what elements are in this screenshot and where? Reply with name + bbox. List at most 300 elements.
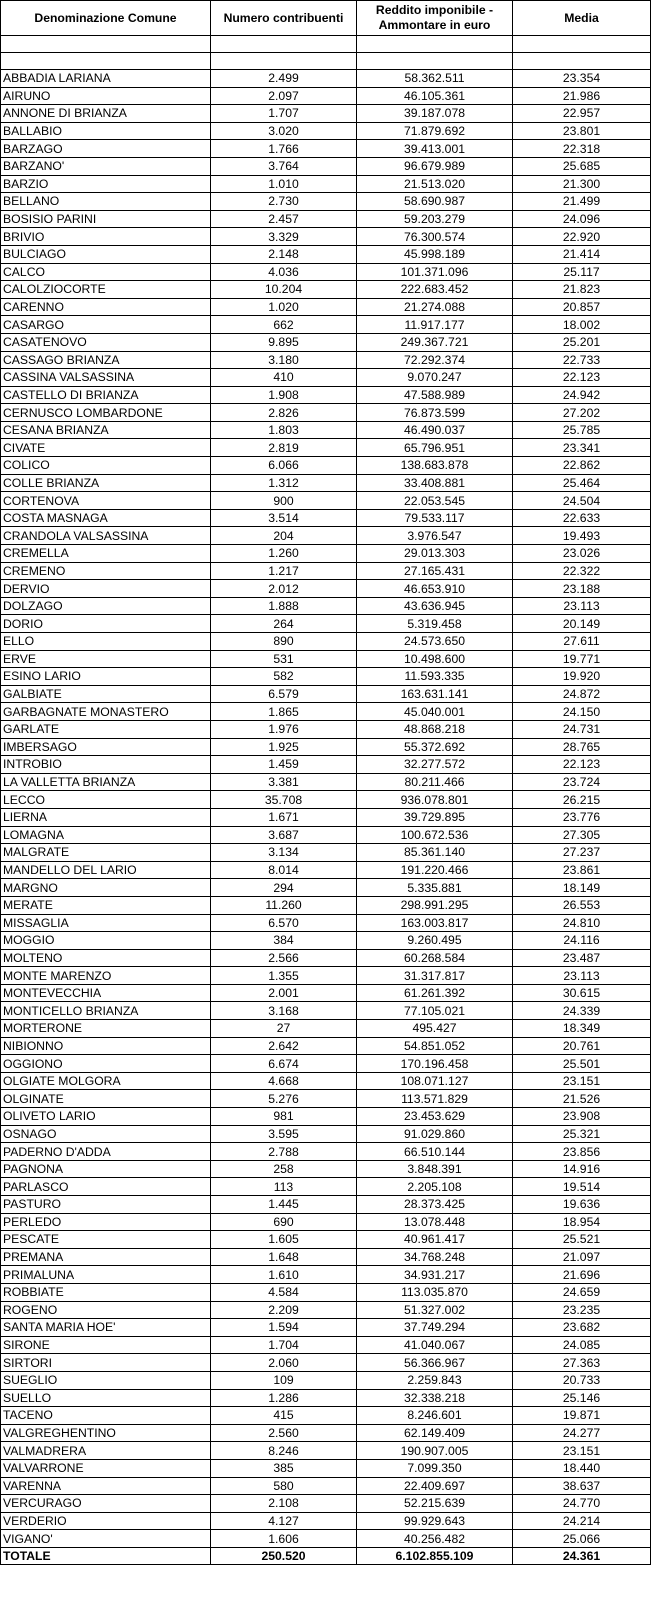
header-media: Media: [513, 1, 651, 36]
cell-media: 24.214: [513, 1512, 651, 1530]
cell-comune: CASSINA VALSASSINA: [1, 369, 211, 387]
cell-contribuenti: 1.976: [211, 720, 357, 738]
cell-reddito: 31.317.817: [357, 967, 513, 985]
cell-comune: VALVARRONE: [1, 1459, 211, 1477]
cell-media: 23.113: [513, 967, 651, 985]
table-row: [1, 140, 651, 158]
table-row: [1, 1266, 651, 1284]
cell-media: 21.986: [513, 87, 651, 105]
cell-media: 21.414: [513, 245, 651, 263]
cell-comune: PERLEDO: [1, 1213, 211, 1231]
cell-contribuenti: 6.570: [211, 914, 357, 932]
cell-comune: PARLASCO: [1, 1178, 211, 1196]
cell-reddito: 54.851.052: [357, 1037, 513, 1055]
cell-comune: BELLANO: [1, 193, 211, 211]
cell-media: 19.920: [513, 668, 651, 686]
cell-reddito: 56.366.967: [357, 1354, 513, 1372]
cell-comune: VERCURAGO: [1, 1495, 211, 1513]
table-row: [1, 87, 651, 105]
cell-contribuenti: 6.674: [211, 1055, 357, 1073]
cell-comune: OLGIATE MOLGORA: [1, 1072, 211, 1090]
table-row: [1, 386, 651, 404]
cell-comune: MALGRATE: [1, 844, 211, 862]
cell-contribuenti: 1.766: [211, 140, 357, 158]
cell-contribuenti: 3.381: [211, 773, 357, 791]
cell-comune: ELLO: [1, 633, 211, 651]
blank-cell: [211, 53, 357, 70]
cell-contribuenti: 9.895: [211, 333, 357, 351]
table-row: [1, 1002, 651, 1020]
cell-reddito: 61.261.392: [357, 984, 513, 1002]
cell-contribuenti: 6.579: [211, 685, 357, 703]
table-row: [1, 1196, 651, 1214]
cell-media: 22.633: [513, 509, 651, 527]
table-row: [1, 738, 651, 756]
cell-contribuenti: 1.925: [211, 738, 357, 756]
total-media: 24.361: [513, 1547, 651, 1564]
cell-comune: LIERNA: [1, 808, 211, 826]
cell-reddito: 71.879.692: [357, 122, 513, 140]
cell-contribuenti: 1.707: [211, 105, 357, 123]
cell-reddito: 47.588.989: [357, 386, 513, 404]
cell-media: 25.501: [513, 1055, 651, 1073]
cell-contribuenti: 1.865: [211, 703, 357, 721]
cell-comune: OGGIONO: [1, 1055, 211, 1073]
cell-contribuenti: 385: [211, 1459, 357, 1477]
cell-reddito: 66.510.144: [357, 1143, 513, 1161]
cell-media: 18.349: [513, 1020, 651, 1038]
cell-media: 22.862: [513, 457, 651, 475]
cell-comune: MONTE MARENZO: [1, 967, 211, 985]
cell-comune: CASATENOVO: [1, 333, 211, 351]
cell-comune: NIBIONNO: [1, 1037, 211, 1055]
cell-contribuenti: 204: [211, 527, 357, 545]
table-row: [1, 1037, 651, 1055]
cell-media: 19.493: [513, 527, 651, 545]
table-row: [1, 1354, 651, 1372]
table-row: [1, 492, 651, 510]
cell-media: 24.942: [513, 386, 651, 404]
cell-reddito: 11.917.177: [357, 316, 513, 334]
cell-contribuenti: 2.826: [211, 404, 357, 422]
table-row: [1, 1495, 651, 1513]
cell-reddito: 46.490.037: [357, 421, 513, 439]
cell-media: 23.113: [513, 597, 651, 615]
table-row: [1, 1424, 651, 1442]
cell-comune: PAGNONA: [1, 1160, 211, 1178]
table-row: [1, 633, 651, 651]
cell-media: 24.150: [513, 703, 651, 721]
cell-media: 23.487: [513, 949, 651, 967]
cell-contribuenti: 264: [211, 615, 357, 633]
table-row: [1, 1477, 651, 1495]
table-row: [1, 1090, 651, 1108]
table-row: [1, 879, 651, 897]
cell-comune: CASTELLO DI BRIANZA: [1, 386, 211, 404]
cell-reddito: 29.013.303: [357, 545, 513, 563]
cell-contribuenti: 531: [211, 650, 357, 668]
cell-contribuenti: 890: [211, 633, 357, 651]
cell-contribuenti: 2.788: [211, 1143, 357, 1161]
cell-contribuenti: 2.642: [211, 1037, 357, 1055]
cell-comune: CARENNO: [1, 298, 211, 316]
table-row: [1, 70, 651, 88]
cell-comune: CERNUSCO LOMBARDONE: [1, 404, 211, 422]
cell-media: 30.615: [513, 984, 651, 1002]
cell-contribuenti: 1.671: [211, 808, 357, 826]
cell-media: 24.339: [513, 1002, 651, 1020]
cell-comune: ROGENO: [1, 1301, 211, 1319]
table-row: [1, 896, 651, 914]
cell-reddito: 37.749.294: [357, 1319, 513, 1337]
cell-comune: COLICO: [1, 457, 211, 475]
table-row: [1, 914, 651, 932]
cell-media: 38.637: [513, 1477, 651, 1495]
cell-media: 18.954: [513, 1213, 651, 1231]
total-reddito: 6.102.855.109: [357, 1547, 513, 1564]
cell-comune: BOSISIO PARINI: [1, 210, 211, 228]
cell-contribuenti: 2.097: [211, 87, 357, 105]
table-row: [1, 668, 651, 686]
cell-media: 23.776: [513, 808, 651, 826]
table-row: [1, 316, 651, 334]
cell-media: 23.341: [513, 439, 651, 457]
cell-media: 23.861: [513, 861, 651, 879]
cell-reddito: 21.513.020: [357, 175, 513, 193]
blank-cell: [1, 36, 211, 53]
table-row: [1, 562, 651, 580]
cell-reddito: 58.362.511: [357, 70, 513, 88]
table-row: [1, 228, 651, 246]
cell-media: 21.696: [513, 1266, 651, 1284]
cell-comune: VALGREGHENTINO: [1, 1424, 211, 1442]
cell-reddito: 77.105.021: [357, 1002, 513, 1020]
cell-comune: MANDELLO DEL LARIO: [1, 861, 211, 879]
cell-media: 24.770: [513, 1495, 651, 1513]
table-row: [1, 210, 651, 228]
table-row: [1, 1371, 651, 1389]
table-row: [1, 773, 651, 791]
cell-contribuenti: 27: [211, 1020, 357, 1038]
cell-media: 24.504: [513, 492, 651, 510]
cell-reddito: 76.873.599: [357, 404, 513, 422]
cell-comune: TACENO: [1, 1407, 211, 1425]
cell-comune: DOLZAGO: [1, 597, 211, 615]
cell-contribuenti: 2.012: [211, 580, 357, 598]
cell-comune: CALCO: [1, 263, 211, 281]
cell-media: 23.235: [513, 1301, 651, 1319]
cell-reddito: 41.040.067: [357, 1336, 513, 1354]
cell-comune: OLGINATE: [1, 1090, 211, 1108]
cell-media: 24.085: [513, 1336, 651, 1354]
cell-contribuenti: 4.127: [211, 1512, 357, 1530]
table-body: [1, 36, 651, 1548]
cell-reddito: 13.078.448: [357, 1213, 513, 1231]
table-row: [1, 421, 651, 439]
cell-media: 27.237: [513, 844, 651, 862]
cell-comune: PESCATE: [1, 1231, 211, 1249]
cell-comune: INTROBIO: [1, 756, 211, 774]
cell-comune: MOLTENO: [1, 949, 211, 967]
cell-reddito: 11.593.335: [357, 668, 513, 686]
cell-reddito: 52.215.639: [357, 1495, 513, 1513]
cell-media: 25.464: [513, 474, 651, 492]
cell-reddito: 32.277.572: [357, 756, 513, 774]
cell-reddito: 91.029.860: [357, 1125, 513, 1143]
cell-contribuenti: 1.312: [211, 474, 357, 492]
cell-comune: LOMAGNA: [1, 826, 211, 844]
cell-media: 25.117: [513, 263, 651, 281]
cell-media: 23.026: [513, 545, 651, 563]
cell-reddito: 34.768.248: [357, 1248, 513, 1266]
cell-reddito: 249.367.721: [357, 333, 513, 351]
table-row: [1, 1213, 651, 1231]
cell-media: 20.857: [513, 298, 651, 316]
table-row: [1, 1283, 651, 1301]
cell-media: 24.096: [513, 210, 651, 228]
cell-reddito: 5.335.881: [357, 879, 513, 897]
table-row: [1, 650, 651, 668]
table-row: [1, 404, 651, 422]
cell-comune: PADERNO D'ADDA: [1, 1143, 211, 1161]
cell-media: 24.731: [513, 720, 651, 738]
table-row: [1, 281, 651, 299]
cell-comune: ERVE: [1, 650, 211, 668]
cell-contribuenti: 113: [211, 1178, 357, 1196]
cell-comune: CREMENO: [1, 562, 211, 580]
cell-media: 22.123: [513, 756, 651, 774]
cell-comune: MERATE: [1, 896, 211, 914]
cell-contribuenti: 384: [211, 932, 357, 950]
cell-media: 23.856: [513, 1143, 651, 1161]
cell-contribuenti: 1.648: [211, 1248, 357, 1266]
cell-reddito: 76.300.574: [357, 228, 513, 246]
cell-media: 21.823: [513, 281, 651, 299]
cell-comune: BALLABIO: [1, 122, 211, 140]
blank-cell: [357, 36, 513, 53]
table-row: [1, 509, 651, 527]
table-row: [1, 1512, 651, 1530]
cell-media: 19.636: [513, 1196, 651, 1214]
cell-media: 23.682: [513, 1319, 651, 1337]
blank-cell: [513, 36, 651, 53]
table-row: [1, 1125, 651, 1143]
blank-cell: [1, 53, 211, 70]
cell-contribuenti: 10.204: [211, 281, 357, 299]
cell-media: 21.097: [513, 1248, 651, 1266]
table-row: [1, 1178, 651, 1196]
table-row: [1, 333, 651, 351]
blank-cell: [357, 53, 513, 70]
cell-contribuenti: 1.605: [211, 1231, 357, 1249]
cell-reddito: 55.372.692: [357, 738, 513, 756]
cell-contribuenti: 690: [211, 1213, 357, 1231]
table-row: [1, 157, 651, 175]
cell-media: 18.002: [513, 316, 651, 334]
table-row: [1, 861, 651, 879]
cell-contribuenti: 981: [211, 1108, 357, 1126]
cell-reddito: 23.453.629: [357, 1108, 513, 1126]
cell-media: 24.810: [513, 914, 651, 932]
cell-media: 25.521: [513, 1231, 651, 1249]
cell-contribuenti: 1.594: [211, 1319, 357, 1337]
cell-media: 21.499: [513, 193, 651, 211]
cell-contribuenti: 1.445: [211, 1196, 357, 1214]
cell-comune: BARZIO: [1, 175, 211, 193]
cell-comune: OLIVETO LARIO: [1, 1108, 211, 1126]
cell-contribuenti: 582: [211, 668, 357, 686]
table-row: [1, 1301, 651, 1319]
cell-media: 14.916: [513, 1160, 651, 1178]
cell-reddito: 32.338.218: [357, 1389, 513, 1407]
table-row: [1, 949, 651, 967]
table-row: [1, 685, 651, 703]
cell-reddito: 21.274.088: [357, 298, 513, 316]
cell-reddito: 62.149.409: [357, 1424, 513, 1442]
cell-reddito: 5.319.458: [357, 615, 513, 633]
table-row: [1, 844, 651, 862]
cell-reddito: 10.498.600: [357, 650, 513, 668]
cell-contribuenti: 8.014: [211, 861, 357, 879]
cell-contribuenti: 2.148: [211, 245, 357, 263]
cell-media: 23.724: [513, 773, 651, 791]
cell-media: 19.514: [513, 1178, 651, 1196]
cell-comune: PREMANA: [1, 1248, 211, 1266]
table-row: [1, 1407, 651, 1425]
cell-comune: MONTEVECCHIA: [1, 984, 211, 1002]
cell-comune: MISSAGLIA: [1, 914, 211, 932]
table-row: [1, 245, 651, 263]
table-row: [1, 1459, 651, 1477]
cell-comune: LA VALLETTA BRIANZA: [1, 773, 211, 791]
cell-contribuenti: 1.459: [211, 756, 357, 774]
cell-reddito: 96.679.989: [357, 157, 513, 175]
cell-contribuenti: 415: [211, 1407, 357, 1425]
cell-media: 25.146: [513, 1389, 651, 1407]
cell-reddito: 9.260.495: [357, 932, 513, 950]
table-row: [1, 720, 651, 738]
cell-contribuenti: 2.457: [211, 210, 357, 228]
cell-media: 24.659: [513, 1283, 651, 1301]
cell-reddito: 46.105.361: [357, 87, 513, 105]
cell-media: 21.300: [513, 175, 651, 193]
cell-media: 25.066: [513, 1530, 651, 1548]
blank-row: [1, 36, 651, 53]
cell-comune: CORTENOVA: [1, 492, 211, 510]
table-row: [1, 984, 651, 1002]
cell-reddito: 28.373.425: [357, 1196, 513, 1214]
cell-reddito: 191.220.466: [357, 861, 513, 879]
cell-media: 27.305: [513, 826, 651, 844]
cell-contribuenti: 1.606: [211, 1530, 357, 1548]
cell-media: 25.685: [513, 157, 651, 175]
cell-comune: SUEGLIO: [1, 1371, 211, 1389]
table-row: [1, 791, 651, 809]
cell-media: 25.201: [513, 333, 651, 351]
cell-media: 27.363: [513, 1354, 651, 1372]
cell-contribuenti: 258: [211, 1160, 357, 1178]
cell-comune: BRIVIO: [1, 228, 211, 246]
cell-comune: VERDERIO: [1, 1512, 211, 1530]
cell-reddito: 65.796.951: [357, 439, 513, 457]
cell-contribuenti: 2.001: [211, 984, 357, 1002]
cell-reddito: 100.672.536: [357, 826, 513, 844]
cell-media: 20.761: [513, 1037, 651, 1055]
table-row: [1, 1055, 651, 1073]
cell-reddito: 34.931.217: [357, 1266, 513, 1284]
cell-comune: SANTA MARIA HOE': [1, 1319, 211, 1337]
cell-reddito: 24.573.650: [357, 633, 513, 651]
cell-comune: SUELLO: [1, 1389, 211, 1407]
table-row: [1, 474, 651, 492]
table-row: [1, 580, 651, 598]
total-contribuenti: 250.520: [211, 1547, 357, 1564]
table-row: [1, 1442, 651, 1460]
cell-reddito: 495.427: [357, 1020, 513, 1038]
cell-media: 23.354: [513, 70, 651, 88]
cell-contribuenti: 1.704: [211, 1336, 357, 1354]
cell-comune: CREMELLA: [1, 545, 211, 563]
cell-contribuenti: 8.246: [211, 1442, 357, 1460]
cell-media: 22.920: [513, 228, 651, 246]
cell-contribuenti: 3.168: [211, 1002, 357, 1020]
cell-comune: CIVATE: [1, 439, 211, 457]
table-row: [1, 967, 651, 985]
cell-contribuenti: 294: [211, 879, 357, 897]
cell-comune: SIRONE: [1, 1336, 211, 1354]
cell-contribuenti: 3.595: [211, 1125, 357, 1143]
table-row: [1, 1108, 651, 1126]
cell-reddito: 108.071.127: [357, 1072, 513, 1090]
cell-contribuenti: 2.819: [211, 439, 357, 457]
cell-reddito: 8.246.601: [357, 1407, 513, 1425]
cell-contribuenti: 1.355: [211, 967, 357, 985]
cell-contribuenti: 4.036: [211, 263, 357, 281]
cell-reddito: 40.256.482: [357, 1530, 513, 1548]
cell-comune: MOGGIO: [1, 932, 211, 950]
table-row: [1, 703, 651, 721]
cell-media: 24.872: [513, 685, 651, 703]
cell-comune: MORTERONE: [1, 1020, 211, 1038]
cell-contribuenti: 2.108: [211, 1495, 357, 1513]
table-row: [1, 1319, 651, 1337]
cell-comune: GARBAGNATE MONASTERO: [1, 703, 211, 721]
cell-contribuenti: 2.209: [211, 1301, 357, 1319]
cell-contribuenti: 3.020: [211, 122, 357, 140]
table-row: [1, 1336, 651, 1354]
cell-comune: VALMADRERA: [1, 1442, 211, 1460]
table-row: [1, 1231, 651, 1249]
cell-contribuenti: 3.687: [211, 826, 357, 844]
cell-reddito: 59.203.279: [357, 210, 513, 228]
cell-contribuenti: 3.180: [211, 351, 357, 369]
cell-comune: CASARGO: [1, 316, 211, 334]
cell-media: 22.733: [513, 351, 651, 369]
cell-reddito: 46.653.910: [357, 580, 513, 598]
cell-media: 27.202: [513, 404, 651, 422]
cell-comune: OSNAGO: [1, 1125, 211, 1143]
cell-contribuenti: 2.060: [211, 1354, 357, 1372]
cell-contribuenti: 11.260: [211, 896, 357, 914]
cell-contribuenti: 2.560: [211, 1424, 357, 1442]
table-row: [1, 1248, 651, 1266]
cell-reddito: 43.636.945: [357, 597, 513, 615]
cell-media: 23.188: [513, 580, 651, 598]
cell-reddito: 39.729.895: [357, 808, 513, 826]
table-row: [1, 597, 651, 615]
cell-contribuenti: 3.764: [211, 157, 357, 175]
cell-reddito: 85.361.140: [357, 844, 513, 862]
